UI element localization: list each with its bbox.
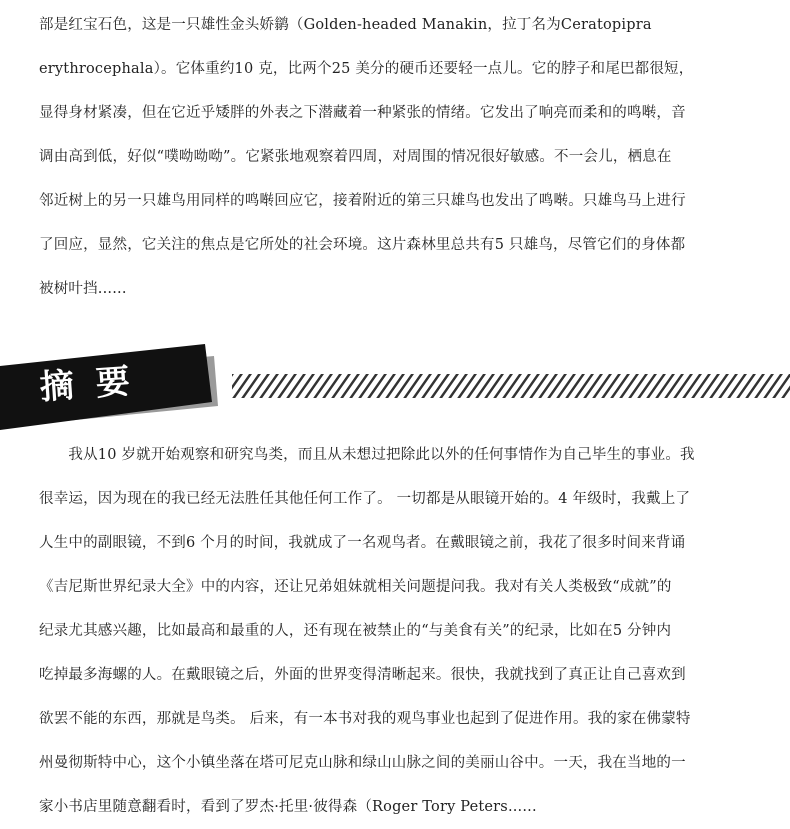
text-line: 欲罢不能的东西，那就是鸟类。 后来，有一本书对我的观鸟事业也起到了促进作用。我的家在佛蒙特 bbox=[39, 711, 691, 727]
text-line: 被树叶挡...... bbox=[39, 281, 127, 297]
text-line: 《吉尼斯世界纪录大全》中的内容，还让兄弟姐妹就相关问题提问我。我对有关人类极致“成就”的 bbox=[39, 579, 672, 595]
text-line: 很幸运，因为现在的我已经无法胜任其他任何工作了。 一切都是从眼镜开始的。4 年级时，我戴上了 bbox=[39, 491, 691, 507]
text-line: 吃掉最多海螺的人。在戴眼镜之后，外面的世界变得清晰起来。很快，我就找到了真正让自己喜欢到 bbox=[39, 667, 686, 683]
text-line: 人生中的副眼镜，不到6 个月的时间，我就成了一名观鸟者。在戴眼镜之前，我花了很多时间来背诵 bbox=[39, 535, 686, 551]
text-line: 我从10 岁就开始观察和研究鸟类，而且从未想过把除此以外的任何事情作为自己毕生的事业。我 bbox=[39, 447, 695, 463]
text-line: 邻近树上的另一只雄鸟用同样的鸣啭回应它，接着附近的第三只雄鸟也发出了鸣啭。只雄鸟马上进行 bbox=[39, 193, 686, 209]
text-line: 显得身材紧凑，但在它近乎矮胖的外表之下潜藏着一种紧张的情绪。它发出了响亮而柔和的鸣啭，音 bbox=[39, 105, 686, 121]
section-title: 摘要 bbox=[38, 360, 154, 408]
banner-hatch-rule bbox=[232, 374, 790, 398]
abstract-paragraph bbox=[39, 433, 755, 829]
text-line: erythrocephala）。它体重约10 克，比两个25 美分的硬币还要轻一点儿。它的脖子和尾巴都很短， bbox=[39, 61, 694, 77]
text-line: 部是红宝石色，这是一只雄性金头娇鹟（Golden-headed Manakin，拉丁名为Ceratopipra bbox=[39, 17, 652, 33]
intro-paragraph bbox=[39, 3, 755, 311]
text-line: 家小书店里随意翻看时，看到了罗杰·托里·彼得森（Roger Tory Peters...... bbox=[39, 799, 537, 815]
text-line: 调由高到低，好似“噗呦呦呦”。它紧张地观察着四周，对周围的情况很好敏感。不一会儿，栖息在 bbox=[39, 149, 672, 165]
text-line: 了回应，显然，它关注的焦点是它所处的社会环境。这片森林里总共有5 只雄鸟，尽管它们的身体都 bbox=[39, 237, 686, 253]
text-line: 州曼彻斯特中心，这个小镇坐落在塔可尼克山脉和绿山山脉之间的美丽山谷中。一天，我在当地的一 bbox=[39, 755, 686, 771]
text-line: 纪录尤其感兴趣，比如最高和最重的人，还有现在被禁止的“与美食有关”的纪录，比如在5 分钟内 bbox=[39, 623, 672, 639]
